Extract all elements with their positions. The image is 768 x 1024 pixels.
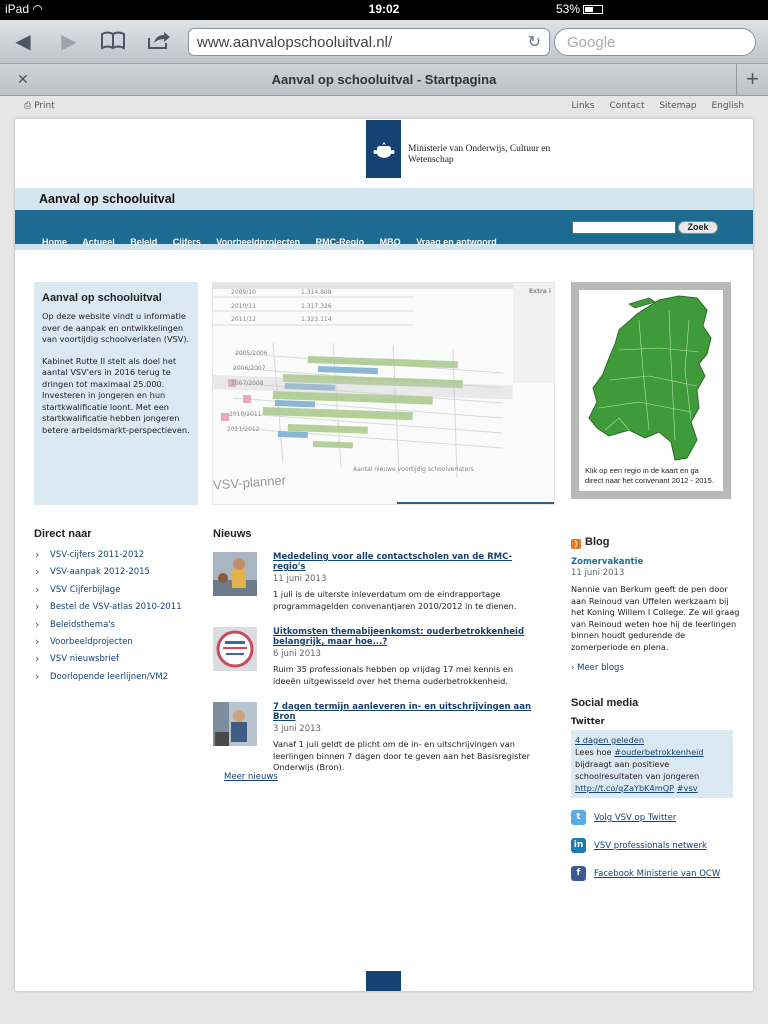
hashtag-link[interactable]: #ouderbetrokkenheid (614, 747, 704, 757)
main-nav (15, 210, 753, 250)
forward-arrow-icon[interactable]: ▶ (61, 29, 77, 53)
svg-text:2010/2011: 2010/2011 (229, 411, 262, 418)
tweet-time-link[interactable]: 4 dagen geleden (575, 735, 645, 745)
news-thumbnail[interactable] (213, 702, 257, 746)
news-item-summary: Ruim 35 professionals hebben op vrijdag 17 mei kennis en ideeën uitgewisseld over het thema ouderbetrokkenheid. (273, 664, 514, 686)
news-item (213, 552, 541, 627)
crest-icon (373, 140, 395, 160)
blog-post-text: Nannie van Berkum geeft de pen door aan Reinoud van Uffelen werkzaam bij het Koning Willem I College. Ze wil graag van Reinoud weten hoe hij de leerlingen binnen houdt gedurende de zomerperiode en plena. (571, 584, 740, 652)
search-placeholder: Google (567, 34, 616, 51)
nav-items (42, 237, 510, 247)
plus-icon[interactable]: + (736, 64, 768, 95)
social-heading: Social media (571, 697, 639, 709)
ministry-name (408, 144, 578, 166)
tweet-text: bijdraagt aan positieve schoolresultaten van jongeren (575, 759, 700, 781)
back-arrow-icon[interactable]: ◀ (15, 29, 31, 53)
tweet-text: Lees hoe (575, 747, 612, 757)
svg-text:Aantal nieuwe voortijdig schoo: Aantal nieuwe voortijdig schoolverlaters (353, 466, 474, 473)
hashtag-link[interactable]: #vsv (676, 783, 698, 793)
wifi-icon: ◠ (32, 2, 43, 16)
nav-mbo[interactable]: MBO (379, 237, 401, 247)
intro-paragraph-2: Kabinet Rutte II stelt als doel het aantal VSV'ers in 2016 terug te dringen tot maximaal 25.000. Investeren in jongeren en hun startkwalificatie loont. Met een startkwalificatie hebben jongeren betere arbeidsmarkt-perspectieven. (42, 355, 190, 435)
tweet-url-link[interactable]: http://t.co/qZaYbK4mQP (575, 783, 675, 793)
region-map[interactable] (571, 282, 731, 499)
url-text: www.aanvalopschooluitval.nl/ (197, 34, 393, 51)
tab-bar (0, 64, 768, 96)
news-section (213, 528, 541, 782)
news-item-title[interactable]: Mededeling voor alle contactscholen van de RMC-regio's (273, 552, 513, 572)
news-item (213, 702, 541, 777)
print-link[interactable]: ⎙ Print (24, 101, 55, 111)
twitter-label: Twitter (571, 717, 605, 727)
blog-heading (571, 536, 741, 549)
site-title[interactable]: Aanval op schooluitval (39, 192, 176, 206)
svg-text:Extra i: Extra i (529, 288, 551, 295)
map-caption: Klik op een regio in de kaart en ga direct naar het convenant 2012 - 2015. (585, 466, 714, 485)
banner-watermark: VSV-planner (212, 472, 287, 493)
facebook-icon: f (571, 866, 586, 881)
banner-chart-graphic (213, 283, 555, 505)
intro-paragraph-1: Op deze website vindt u informatie over de aanpak en ontwikkelingen van voortijdig schoolverlaten (VSV). (42, 311, 190, 344)
netherlands-map[interactable] (579, 290, 723, 465)
nav-cijfers[interactable]: Cijfers (172, 237, 201, 247)
tab-title[interactable]: Aanval op schooluitval - Startpagina (271, 72, 497, 87)
bookmarks-icon[interactable] (100, 30, 126, 52)
blog-post-title[interactable]: Zomervakantie (571, 557, 644, 567)
news-item-title[interactable]: 7 dagen termijn aanleveren in- en uitschrijvingen aan Bron (273, 702, 532, 722)
nav-rmc-regio[interactable]: RMC-Regio (315, 237, 365, 247)
svg-text:1.323.114: 1.323.114 (301, 316, 332, 323)
svg-text:1.317.326: 1.317.326 (301, 303, 332, 310)
nav-vraag-en-antwoord[interactable]: Vraag en antwoord (416, 237, 497, 247)
twitter-icon: t (571, 810, 586, 825)
linkedin-link[interactable] (571, 838, 741, 854)
direct-link[interactable]: › VSV Cijferbijlage (34, 585, 204, 602)
nav-voorbeeldprojecten[interactable]: Voorbeeldprojecten (216, 237, 301, 247)
site-title-bar (15, 188, 753, 210)
direct-naar (34, 528, 204, 689)
news-item-date: 6 juni 2013 (273, 649, 321, 659)
meer-blogs-link[interactable] (571, 663, 741, 673)
linkedin-label: VSV professionals netwerk (594, 841, 707, 851)
svg-text:2011/12: 2011/12 (231, 316, 256, 323)
utility-link-contact[interactable]: Contact (609, 101, 645, 111)
direct-link[interactable]: › VSV-aanpak 2012-2015 (34, 567, 204, 584)
site-search-input[interactable] (572, 221, 676, 234)
news-item-summary: 1 juli is de uiterste inleverdatum om de eindrapportage programmagelden convenantjaren 2010/2012 in te dienen. (273, 589, 517, 611)
logo-bar (366, 120, 401, 178)
news-item (213, 627, 541, 702)
battery-status: 53% (556, 2, 726, 16)
direct-link[interactable]: › Beleidsthema's (34, 620, 204, 637)
browser-toolbar (0, 20, 768, 64)
facebook-label: Facebook Ministerie van OCW (594, 869, 721, 879)
meer-blogs-label: Meer blogs (577, 663, 624, 673)
news-thumbnail[interactable] (213, 627, 257, 671)
web-page (15, 119, 753, 991)
close-icon[interactable]: ✕ (17, 71, 29, 87)
linkedin-icon: in (571, 838, 586, 853)
facebook-link[interactable] (571, 866, 741, 882)
meer-nieuws-link[interactable]: Meer nieuws (224, 772, 278, 782)
utility-links (559, 101, 744, 111)
utility-link-english[interactable]: English (711, 101, 744, 111)
follow-twitter-link[interactable] (571, 810, 741, 826)
utility-link-sitemap[interactable]: Sitemap (659, 101, 697, 111)
search-bar[interactable] (554, 28, 756, 56)
battery-icon (583, 5, 603, 14)
news-thumbnail[interactable] (213, 552, 257, 596)
direct-link[interactable]: › VSV nieuwsbrief (34, 654, 204, 671)
social-media (571, 697, 741, 882)
vsv-planner-banner[interactable] (212, 282, 555, 505)
banner-strip (397, 502, 555, 504)
direct-link[interactable]: › Doorlopende leerlijnen/VM2 (34, 672, 204, 689)
share-icon[interactable] (146, 30, 172, 52)
print-icon: ⎙ (24, 101, 32, 111)
device-label: iPad ◠ (5, 2, 43, 16)
nav-actueel[interactable]: Actueel (82, 237, 115, 247)
ministry-name-line2: Wetenschap (408, 155, 454, 165)
search-button[interactable]: Zoek (678, 221, 718, 234)
nav-home[interactable]: Home (42, 237, 68, 247)
news-item-date: 11 juni 2013 (273, 574, 327, 584)
svg-text:2007/2008: 2007/2008 (231, 380, 264, 387)
ministry-name-line1: Ministerie van Onderwijs, Cultuur en (408, 144, 551, 154)
footer-logo-bar (366, 971, 401, 991)
intro-title: Aanval op schooluitval (42, 292, 162, 304)
svg-text:2009/10: 2009/10 (231, 289, 256, 296)
ministry-logo[interactable] (366, 120, 576, 178)
rss-icon[interactable]: ) (571, 539, 581, 549)
direct-link[interactable]: › VSV-cijfers 2011-2012 (34, 550, 204, 567)
status-bar (0, 0, 768, 20)
news-item-title[interactable]: Uitkomsten themabijeenkomst: ouderbetrokkenheid belangrijk, maar hoe...? (273, 627, 525, 647)
blog-post-date: 11 juni 2013 (571, 568, 625, 578)
reload-icon[interactable]: ↻ (527, 34, 541, 51)
nav-beleid[interactable]: Beleid (130, 237, 158, 247)
direct-link[interactable]: › Voorbeeldprojecten (34, 637, 204, 654)
news-title: Nieuws (213, 528, 252, 540)
follow-twitter-label: Volg VSV op Twitter (594, 813, 677, 823)
right-column (571, 536, 741, 882)
utility-link-links[interactable]: Links (571, 101, 595, 111)
utility-bar (0, 96, 768, 116)
direct-naar-title: Direct naar (34, 528, 92, 540)
svg-text:2006/2007: 2006/2007 (233, 365, 266, 372)
map-canvas (579, 290, 723, 491)
svg-text:2010/11: 2010/11 (231, 303, 256, 310)
intro-box (34, 282, 198, 505)
blog-heading-label: Blog (585, 536, 610, 548)
svg-text:1.314.808: 1.314.808 (301, 289, 332, 296)
svg-text:2011/2012: 2011/2012 (227, 426, 260, 433)
news-item-summary: Vanaf 1 juli geldt de plicht om de in- en uitschrijvingen van leerlingen binnen 7 dagen door te geven aan het Basisregister Onderwijs (Bron). (273, 739, 531, 772)
direct-link[interactable]: › Bestel de VSV-atlas 2010-2011 (34, 602, 204, 619)
news-item-date: 3 juni 2013 (273, 724, 321, 734)
chevron-right-icon: › (571, 663, 575, 673)
tweet (571, 730, 733, 798)
clock: 19:02 (368, 2, 400, 16)
url-bar[interactable] (188, 28, 550, 56)
svg-text:2005/2006: 2005/2006 (235, 350, 268, 357)
direct-naar-list (34, 550, 204, 689)
